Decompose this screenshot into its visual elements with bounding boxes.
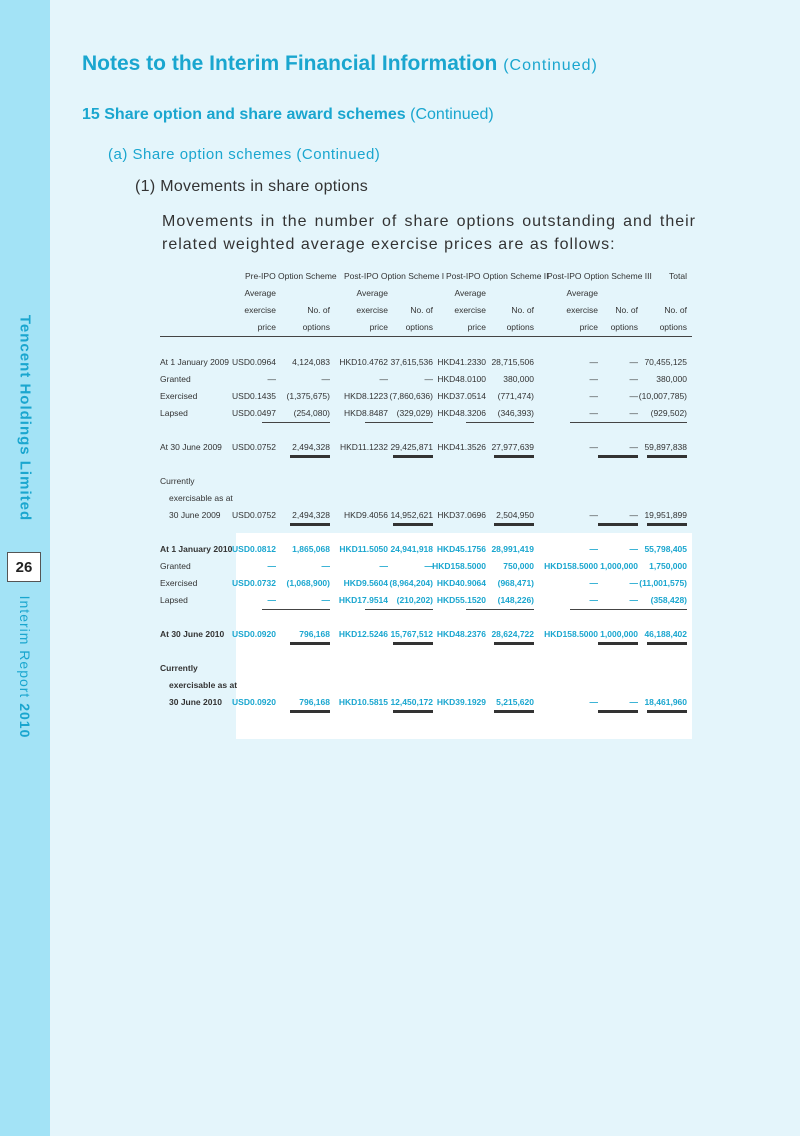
sidebar-report-title — [17, 596, 33, 739]
cell-total-options: 18,461,960 — [644, 697, 687, 707]
cell-scheme3-options: — — [629, 510, 638, 520]
cell-scheme1-price: HKD11.1232 — [339, 442, 388, 452]
cell-pre-ipo-price: USD0.0964 — [232, 357, 276, 367]
row-label: Lapsed — [160, 595, 188, 605]
subheader-exercise: exercise — [244, 305, 276, 315]
table-row — [160, 592, 692, 609]
cell-scheme1-price: — — [379, 561, 388, 571]
cell-total-options: (10,007,785) — [638, 391, 687, 401]
row-label: 30 June 2010 — [169, 697, 222, 707]
cell-scheme1-options: 14,952,621 — [390, 510, 433, 520]
cell-pre-ipo-price: USD0.0732 — [232, 578, 276, 588]
table-row — [160, 677, 692, 694]
cell-scheme2-price: HKD41.2330 — [437, 357, 486, 367]
row-label: Exercised — [160, 391, 198, 401]
cell-scheme1-price: — — [379, 374, 388, 384]
double-underline — [393, 642, 433, 645]
subheader-average: Average — [454, 288, 486, 298]
cell-scheme3-options: — — [629, 442, 638, 452]
cell-scheme2-options: 750,000 — [503, 561, 534, 571]
cell-scheme3-price: — — [589, 578, 598, 588]
subheader-no-of: No. of — [307, 305, 330, 315]
cell-total-options: 19,951,899 — [644, 510, 687, 520]
row-label: At 1 January 2010 — [160, 544, 233, 554]
cell-pre-ipo-options: — — [321, 374, 330, 384]
page-title-main: Notes to the Interim Financial Information — [82, 52, 498, 75]
cell-scheme1-options: 24,941,918 — [390, 544, 433, 554]
cell-scheme1-options: — — [424, 561, 433, 571]
cell-scheme3-price: — — [589, 442, 598, 452]
cell-scheme3-price: — — [589, 391, 598, 401]
subheader-price: price — [467, 322, 486, 332]
row-label: exercisable as at — [169, 680, 238, 690]
cell-scheme3-price: HKD158.5000 — [544, 561, 598, 571]
double-underline — [494, 455, 534, 458]
double-underline — [393, 710, 433, 713]
cell-scheme2-price: HKD41.3526 — [437, 442, 486, 452]
cell-scheme1-options: (210,202) — [365, 592, 433, 610]
cell-total-options: (358,428) — [619, 592, 687, 610]
cell-scheme1-options: (7,860,636) — [389, 391, 433, 401]
cell-scheme3-price: — — [589, 408, 598, 418]
cell-scheme1-options: (329,029) — [365, 405, 433, 423]
sidebar-company-name: Tencent Holdings Limited — [16, 314, 34, 522]
cell-scheme3-price: — — [589, 510, 598, 520]
page-title-continued: (Continued) — [503, 57, 598, 74]
cell-scheme3-price: — — [589, 374, 598, 384]
subheader-price: price — [369, 322, 388, 332]
subheader-options: options — [506, 322, 534, 332]
sidebar — [0, 0, 50, 1136]
table-row — [160, 371, 692, 388]
cell-scheme1-options: 37,615,536 — [390, 357, 433, 367]
cell-total-options: 70,455,125 — [644, 357, 687, 367]
subheader-no-of: No. of — [664, 305, 687, 315]
cell-pre-ipo-options: (254,080) — [262, 405, 330, 423]
row-label: At 30 June 2010 — [160, 629, 225, 639]
row-label: Exercised — [160, 578, 198, 588]
cell-scheme1-price: HKD8.1223 — [344, 391, 388, 401]
row-label: At 30 June 2009 — [160, 442, 222, 452]
cell-scheme3-options: — — [570, 592, 638, 610]
double-underline — [647, 523, 687, 526]
cell-total-options: 59,897,838 — [644, 442, 687, 452]
table-row — [160, 439, 692, 456]
cell-pre-ipo-price: USD0.0920 — [232, 629, 276, 639]
cell-scheme2-price: HKD55.1520 — [436, 595, 486, 605]
cell-scheme3-options: — — [629, 357, 638, 367]
cell-scheme1-price: HKD12.5246 — [338, 629, 388, 639]
cell-scheme2-price: HKD45.1756 — [436, 544, 486, 554]
cell-pre-ipo-price: USD0.0497 — [232, 408, 276, 418]
cell-scheme2-price: HKD37.0696 — [437, 510, 486, 520]
cell-scheme1-price: HKD11.5050 — [339, 544, 388, 554]
double-underline — [290, 455, 330, 458]
double-underline — [598, 642, 638, 645]
table-row — [160, 388, 692, 405]
cell-pre-ipo-price: USD0.0752 — [232, 442, 276, 452]
cell-scheme1-options: 29,425,871 — [390, 442, 433, 452]
cell-scheme2-options: (148,226) — [466, 592, 534, 610]
row-label: Currently — [160, 476, 195, 486]
subheader-average: Average — [356, 288, 388, 298]
row-label: 30 June 2009 — [169, 510, 221, 520]
row-label: Lapsed — [160, 408, 188, 418]
cell-scheme2-price: HKD48.2376 — [436, 629, 486, 639]
cell-pre-ipo-options: 2,494,328 — [292, 442, 330, 452]
cell-scheme3-options: — — [570, 405, 638, 423]
cell-pre-ipo-price: — — [267, 374, 276, 384]
table-row — [160, 405, 692, 422]
double-underline — [290, 523, 330, 526]
cell-scheme3-price: — — [589, 544, 598, 554]
cell-pre-ipo-price: USD0.0920 — [232, 697, 276, 707]
cell-scheme3-options: 1,000,000 — [600, 629, 638, 639]
table-row — [160, 660, 692, 677]
cell-scheme2-options: 28,624,722 — [491, 629, 534, 639]
subheader-no-of: No. of — [410, 305, 433, 315]
subheader-options: options — [302, 322, 330, 332]
cell-scheme1-price: HKD10.5815 — [338, 697, 388, 707]
cell-scheme3-options: — — [629, 544, 638, 554]
subheader-exercise: exercise — [566, 305, 598, 315]
cell-scheme2-options: 2,504,950 — [496, 510, 534, 520]
cell-scheme3-options: — — [629, 391, 638, 401]
cell-scheme2-options: (346,393) — [466, 405, 534, 423]
group-header-pre-ipo: Pre-IPO Option Scheme — [245, 271, 337, 281]
double-underline — [598, 455, 638, 458]
table-row — [160, 473, 692, 490]
double-underline — [393, 455, 433, 458]
page-title — [82, 52, 598, 76]
page-number: 26 — [7, 552, 41, 582]
cell-scheme3-options: 1,000,000 — [600, 561, 638, 571]
double-underline — [647, 642, 687, 645]
double-underline — [494, 642, 534, 645]
rows-2009 — [160, 354, 692, 422]
group-header-total: Total — [669, 271, 687, 281]
cell-scheme1-price: HKD9.5604 — [343, 578, 388, 588]
subheader-exercise: exercise — [356, 305, 388, 315]
double-underline — [290, 710, 330, 713]
double-underline — [393, 523, 433, 526]
subheader-no-of: No. of — [615, 305, 638, 315]
cell-pre-ipo-price: — — [267, 561, 276, 571]
subheader-options: options — [610, 322, 638, 332]
table-subheader-row-1 — [160, 285, 692, 302]
cell-pre-ipo-options: (1,375,675) — [286, 391, 330, 401]
cell-pre-ipo-options: 796,168 — [299, 629, 330, 639]
report-year: 2010 — [17, 703, 33, 739]
cell-scheme2-options: (771,474) — [497, 391, 534, 401]
cell-pre-ipo-options: 1,865,068 — [292, 544, 330, 554]
cell-scheme1-options: (8,964,204) — [389, 578, 433, 588]
cell-total-options: (929,502) — [619, 405, 687, 423]
cell-pre-ipo-price: USD0.1435 — [232, 391, 276, 401]
cell-scheme2-price: HKD158.5000 — [432, 561, 486, 571]
row-label: Granted — [160, 561, 191, 571]
double-underline — [598, 710, 638, 713]
cell-pre-ipo-options: — — [321, 561, 330, 571]
table-subheader-row-3 — [160, 319, 692, 337]
cell-scheme3-price: — — [589, 595, 598, 605]
cell-pre-ipo-options: (1,068,900) — [286, 578, 330, 588]
cell-total-options: 1,750,000 — [649, 561, 687, 571]
cell-scheme2-price: HKD39.1929 — [436, 697, 486, 707]
table-row — [160, 694, 692, 711]
cell-scheme2-options: 27,977,639 — [491, 442, 534, 452]
cell-scheme3-price: HKD158.5000 — [544, 629, 598, 639]
cell-scheme3-price: — — [589, 357, 598, 367]
group-header-post-ipo-2: Post-IPO Option Scheme II — [446, 271, 549, 281]
subheader-average: Average — [566, 288, 598, 298]
table-row — [160, 541, 692, 558]
cell-pre-ipo-options: 796,168 — [299, 697, 330, 707]
table-row — [160, 490, 692, 507]
cell-pre-ipo-price: — — [267, 595, 276, 605]
table-row — [160, 507, 692, 524]
double-underline — [647, 710, 687, 713]
subheader-price: price — [257, 322, 276, 332]
cell-scheme3-options: — — [629, 697, 638, 707]
rows-2010 — [160, 541, 692, 609]
cell-total-options: 380,000 — [656, 374, 687, 384]
cell-scheme3-options: — — [629, 578, 638, 588]
cell-scheme1-options: 15,767,512 — [390, 629, 433, 639]
table-row — [160, 626, 692, 643]
subheader-average: Average — [244, 288, 276, 298]
subheader-no-of: No. of — [511, 305, 534, 315]
subsubsection-heading: (1) Movements in share options — [135, 178, 369, 195]
cell-scheme3-options: — — [629, 374, 638, 384]
row-label: exercisable as at — [169, 493, 233, 503]
table-row — [160, 558, 692, 575]
cell-pre-ipo-options: 4,124,083 — [292, 357, 330, 367]
cell-scheme2-price: HKD37.0514 — [437, 391, 486, 401]
group-header-post-ipo-3: Post-IPO Option Scheme III — [547, 271, 652, 281]
cell-scheme3-price: — — [589, 697, 598, 707]
intro-paragraph: Movements in the number of share options outstanding and their related weighted average exercise prices are as follows: — [162, 213, 696, 253]
curr-2009 — [160, 473, 692, 524]
subheader-price: price — [579, 322, 598, 332]
double-underline — [647, 455, 687, 458]
row-label: At 1 January 2009 — [160, 357, 229, 367]
double-underline — [494, 523, 534, 526]
subheader-exercise: exercise — [454, 305, 486, 315]
end-2010 — [160, 626, 692, 643]
group-header-post-ipo-1: Post-IPO Option Scheme I — [344, 271, 445, 281]
double-underline — [598, 523, 638, 526]
subheader-options: options — [405, 322, 433, 332]
cell-pre-ipo-options: — — [262, 592, 330, 610]
subsection-heading: (a) Share option schemes (Continued) — [108, 146, 381, 163]
row-label: Granted — [160, 374, 191, 384]
double-underline — [290, 642, 330, 645]
subheader-options: options — [659, 322, 687, 332]
cell-pre-ipo-price: USD0.0752 — [232, 510, 276, 520]
cell-scheme2-options: 28,715,506 — [491, 357, 534, 367]
end-2009 — [160, 439, 692, 456]
cell-scheme1-price: HKD8.8487 — [344, 408, 388, 418]
cell-total-options: (11,001,575) — [639, 578, 687, 588]
table-row — [160, 354, 692, 371]
cell-scheme2-price: HKD48.0100 — [437, 374, 486, 384]
section-heading-continued: (Continued) — [410, 106, 494, 123]
cell-scheme1-options: 12,450,172 — [390, 697, 433, 707]
report-name: Interim Report — [17, 595, 33, 699]
section-heading — [82, 106, 494, 124]
cell-scheme2-price: HKD48.3206 — [437, 408, 486, 418]
table-subheader-row-2 — [160, 302, 692, 319]
share-options-table — [160, 268, 692, 711]
table-row — [160, 575, 692, 592]
cell-scheme2-options: 28,991,419 — [491, 544, 534, 554]
cell-scheme2-options: 380,000 — [503, 374, 534, 384]
table-group-header-row — [160, 268, 692, 285]
cell-total-options: 55,798,405 — [644, 544, 687, 554]
cell-total-options: 46,188,402 — [644, 629, 687, 639]
double-underline — [494, 710, 534, 713]
cell-pre-ipo-price: USD0.0812 — [232, 544, 276, 554]
section-heading-main: 15 Share option and share award schemes — [82, 106, 406, 123]
cell-scheme1-price: HKD9.4056 — [344, 510, 388, 520]
cell-scheme2-options: 5,215,620 — [496, 697, 534, 707]
cell-scheme1-price: HKD10.4762 — [339, 357, 388, 367]
curr-2010 — [160, 660, 692, 711]
cell-pre-ipo-options: 2,494,328 — [292, 510, 330, 520]
cell-scheme2-options: (968,471) — [497, 578, 534, 588]
row-label: Currently — [160, 663, 198, 673]
cell-scheme1-options: — — [424, 374, 433, 384]
cell-scheme1-price: HKD17.9514 — [338, 595, 388, 605]
cell-scheme2-price: HKD40.9064 — [436, 578, 486, 588]
